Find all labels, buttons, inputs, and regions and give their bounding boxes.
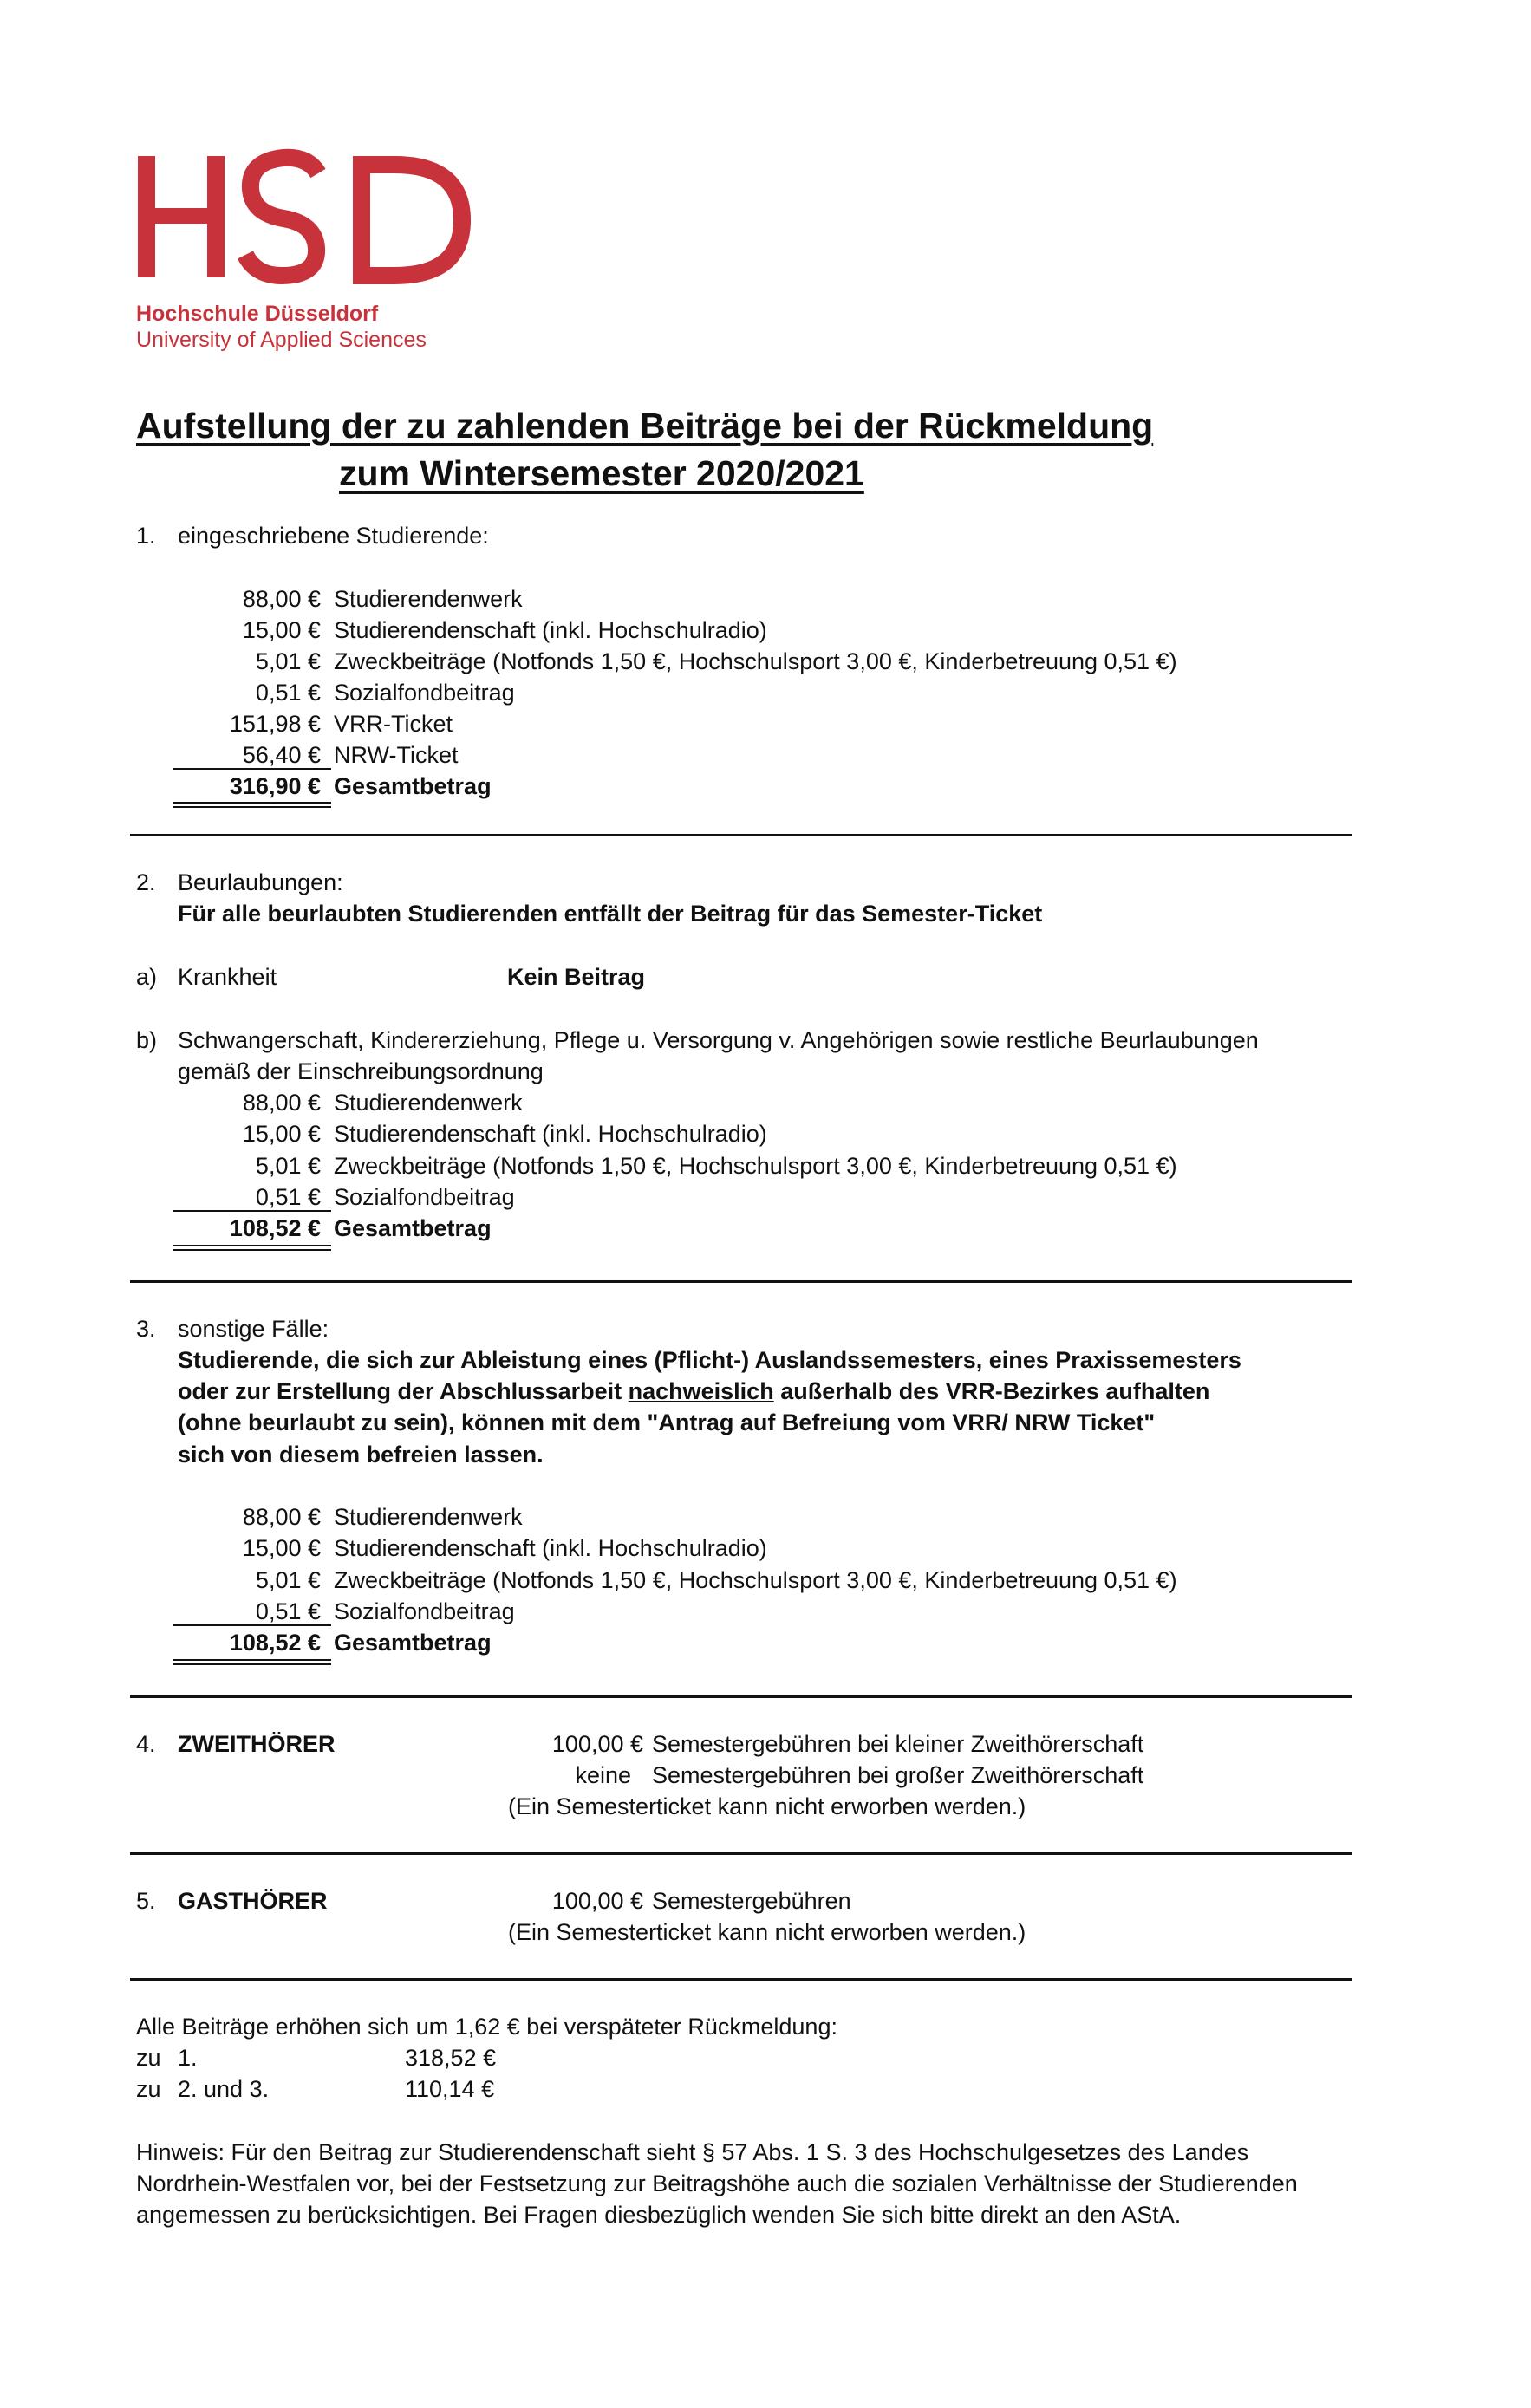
s1-total-amount: 316,90 € bbox=[229, 773, 321, 799]
s3-double-rule bbox=[173, 1659, 331, 1661]
s1-item-amount: 5,01 € bbox=[255, 648, 321, 674]
late-row-zu: zu bbox=[136, 2076, 161, 2102]
s4-amount-2: keine bbox=[575, 1762, 631, 1788]
section-4-number: 4. bbox=[136, 1731, 156, 1757]
section-separator bbox=[130, 1852, 1352, 1855]
section-2-note: Für alle beurlaubten Studierenden entfällt der Beitrag für das Semester-Ticket bbox=[178, 901, 1043, 927]
s3-double-rule bbox=[173, 1663, 331, 1665]
s2-item-label: Studierendenschaft (inkl. Hochschulradio) bbox=[334, 1121, 767, 1147]
s2-sum-rule bbox=[173, 1210, 331, 1212]
s2-a-number: a) bbox=[136, 964, 158, 990]
hint-line-2: Nordrhein-Westfalen vor, bei der Festsetzung zur Beitragshöhe auch die sozialen Verhältnisse der Studierenden bbox=[136, 2170, 1298, 2196]
s2-item-amount: 5,01 € bbox=[255, 1153, 321, 1179]
late-row-amount: 110,14 € bbox=[405, 2076, 495, 2102]
s3-item-amount: 0,51 € bbox=[255, 1598, 321, 1624]
s3-paragraph-line-2c: außerhalb des VRR-Bezirkes aufhalten bbox=[773, 1378, 1210, 1404]
s4-label-2: Semestergebühren bei großer Zweithörerschaft bbox=[652, 1762, 1144, 1788]
s1-item-amount: 56,40 € bbox=[242, 742, 321, 768]
s2-double-rule bbox=[173, 1245, 331, 1246]
late-fee-intro: Alle Beiträge erhöhen sich um 1,62 € bei verspäteter Rückmeldung: bbox=[136, 2014, 837, 2040]
s3-paragraph-line-3: (ohne beurlaubt zu sein), können mit dem "Antrag auf Befreiung vom VRR/ NRW Ticket" bbox=[178, 1409, 1156, 1435]
s3-emphasis-nachweislich: nachweislich bbox=[628, 1378, 774, 1404]
section-5-heading: GASTHÖRER bbox=[178, 1888, 328, 1914]
s2-item-label: Studierendenwerk bbox=[334, 1090, 523, 1116]
s1-item-label: Zweckbeiträge (Notfonds 1,50 €, Hochschulsport 3,00 €, Kinderbetreuung 0,51 €) bbox=[334, 648, 1177, 674]
s2-b-number: b) bbox=[136, 1027, 158, 1053]
section-separator bbox=[130, 834, 1352, 836]
s1-item-amount: 151,98 € bbox=[229, 711, 321, 737]
s2-total-amount: 108,52 € bbox=[229, 1215, 321, 1241]
s3-paragraph-line-2a: oder zur Erstellung der Abschlussarbeit bbox=[178, 1378, 629, 1404]
s3-item-label: Sozialfondbeitrag bbox=[334, 1598, 515, 1624]
s1-sum-rule bbox=[173, 768, 331, 770]
s2-total-label: Gesamtbetrag bbox=[334, 1215, 492, 1241]
s5-amount-1: 100,00 € bbox=[551, 1888, 643, 1914]
s2-b-line-2: gemäß der Einschreibungsordnung bbox=[178, 1058, 544, 1084]
s2-item-amount: 0,51 € bbox=[255, 1184, 321, 1210]
late-row-zu: zu bbox=[136, 2045, 161, 2071]
title-line-1: Aufstellung der zu zahlenden Beiträge bei der Rückmeldung bbox=[136, 406, 1154, 446]
s1-double-rule bbox=[173, 806, 331, 808]
s3-paragraph-line-2 bbox=[178, 1376, 1209, 1407]
late-row-ref: 1. bbox=[178, 2045, 198, 2071]
s3-total-label: Gesamtbetrag bbox=[334, 1630, 492, 1656]
section-separator bbox=[130, 1978, 1352, 1981]
s2-item-amount: 88,00 € bbox=[242, 1090, 321, 1116]
s3-paragraph-line-4: sich von diesem befreien lassen. bbox=[178, 1442, 544, 1468]
s1-item-label: Studierendenschaft (inkl. Hochschulradio) bbox=[334, 617, 767, 643]
s3-item-label: Studierendenschaft (inkl. Hochschulradio) bbox=[334, 1535, 767, 1561]
s1-total-label: Gesamtbetrag bbox=[334, 773, 492, 799]
s3-item-amount: 15,00 € bbox=[242, 1535, 321, 1561]
s2-item-label: Zweckbeiträge (Notfonds 1,50 €, Hochschulsport 3,00 €, Kinderbetreuung 0,51 €) bbox=[334, 1153, 1177, 1179]
s3-paragraph-line-1: Studierende, die sich zur Ableistung eines (Pflicht-) Auslandssemesters, eines Praxissemesters bbox=[178, 1347, 1241, 1373]
s4-note: (Ein Semesterticket kann nicht erworben werden.) bbox=[508, 1793, 1026, 1819]
s2-a-label: Krankheit bbox=[178, 964, 277, 990]
section-4-heading: ZWEITHÖRER bbox=[178, 1731, 336, 1757]
section-2-heading: Beurlaubungen: bbox=[178, 869, 343, 895]
s1-item-label: NRW-Ticket bbox=[334, 742, 459, 768]
late-row-amount: 318,52 € bbox=[405, 2045, 497, 2071]
s2-b-line-1: Schwangerschaft, Kindererziehung, Pflege u. Versorgung v. Angehörigen sowie restliche Beurlaubungen bbox=[178, 1027, 1259, 1053]
s3-item-label: Zweckbeiträge (Notfonds 1,50 €, Hochschulsport 3,00 €, Kinderbetreuung 0,51 €) bbox=[334, 1567, 1177, 1593]
s2-item-amount: 15,00 € bbox=[242, 1121, 321, 1147]
s3-item-label: Studierendenwerk bbox=[334, 1504, 523, 1530]
s2-item-label: Sozialfondbeitrag bbox=[334, 1184, 515, 1210]
s1-item-label: Sozialfondbeitrag bbox=[334, 680, 515, 706]
section-3-number: 3. bbox=[136, 1316, 156, 1342]
s1-item-label: Studierendenwerk bbox=[334, 586, 523, 612]
section-separator bbox=[130, 1280, 1352, 1283]
late-row-ref: 2. und 3. bbox=[178, 2076, 270, 2102]
s3-item-amount: 88,00 € bbox=[242, 1504, 321, 1530]
s4-amount-1: 100,00 € bbox=[551, 1731, 643, 1757]
logo-institution-subtitle: University of Applied Sciences bbox=[136, 328, 427, 352]
section-2-number: 2. bbox=[136, 869, 156, 895]
s5-note: (Ein Semesterticket kann nicht erworben werden.) bbox=[508, 1919, 1026, 1945]
section-1-number: 1. bbox=[136, 523, 156, 549]
s3-item-amount: 5,01 € bbox=[255, 1567, 321, 1593]
logo-institution-name: Hochschule Düsseldorf bbox=[136, 302, 379, 326]
section-3-heading: sonstige Fälle: bbox=[178, 1316, 329, 1342]
s1-item-amount: 15,00 € bbox=[242, 617, 321, 643]
s1-double-rule bbox=[173, 802, 331, 804]
section-5-number: 5. bbox=[136, 1888, 156, 1914]
s2-a-value: Kein Beitrag bbox=[507, 964, 646, 990]
s1-item-amount: 0,51 € bbox=[255, 680, 321, 706]
s5-label-1: Semestergebühren bbox=[652, 1888, 851, 1914]
hint-line-3: angemessen zu berücksichtigen. Bei Fragen diesbezüglich wenden Sie sich bitte direkt an den AStA. bbox=[136, 2202, 1182, 2228]
s2-double-rule bbox=[173, 1249, 331, 1251]
s1-item-label: VRR-Ticket bbox=[334, 711, 453, 737]
s4-label-1: Semestergebühren bei kleiner Zweithörerschaft bbox=[652, 1731, 1144, 1757]
section-separator bbox=[130, 1695, 1352, 1698]
title-line-2: zum Wintersemester 2020/2021 bbox=[339, 453, 864, 493]
s3-total-amount: 108,52 € bbox=[229, 1630, 321, 1656]
s1-item-amount: 88,00 € bbox=[242, 586, 321, 612]
hint-line-1: Hinweis: Für den Beitrag zur Studierendenschaft sieht § 57 Abs. 1 S. 3 des Hochschulgesetzes des Landes bbox=[136, 2139, 1249, 2165]
hsd-logo-mark bbox=[134, 147, 472, 286]
s3-sum-rule bbox=[173, 1624, 331, 1626]
section-1-heading: eingeschriebene Studierende: bbox=[178, 523, 489, 549]
